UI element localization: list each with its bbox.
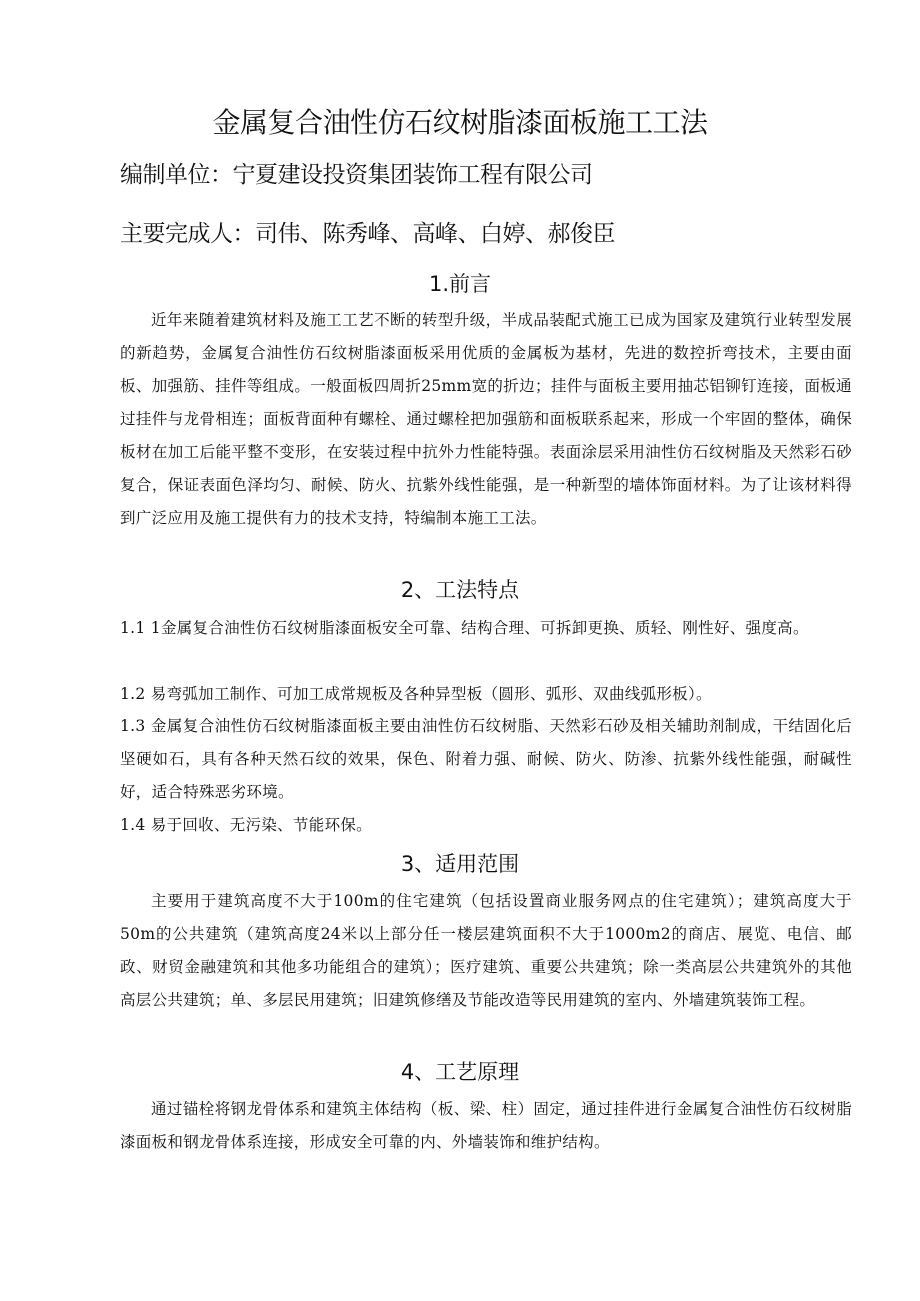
compiling-unit: 编制单位：宁夏建设投资集团装饰工程有限公司 xyxy=(120,162,593,188)
section-heading-features: 2、工法特点 xyxy=(400,578,520,602)
section-body-scope: 主要用于建筑高度不大于100m的住宅建筑（包括设置商业服务网点的住宅建筑）；建筑高度大于50m的公共建筑（建筑高度24米以上部分任一楼层建筑面积不大于1000m2的商店、展览、电信、邮政、财贸金融建筑和其他多功能组合的建筑）；医疗建筑、重要公共建筑；除一类高层公共建筑外的其他高层公共建筑；单、多层民用建筑；旧建筑修缮及节能改造等民用建筑的室内、外墙建筑装饰工程。 xyxy=(120,892,852,1009)
document-title: 金属复合油性仿石纹树脂漆面板施工工法 xyxy=(212,106,708,139)
feature-item-1: 1.1 1金属复合油性仿石纹树脂漆面板安全可靠、结构合理、可拆卸更换、质轻、刚性好、强度高。 xyxy=(120,619,809,637)
section-body-preface: 近年来随着建筑材料及施工工艺不断的转型升级，半成品装配式施工已成为国家及建筑行业转型发展的新趋势，金属复合油性仿石纹树脂漆面板采用优质的金属板为基材，先进的数控折弯技术，主要由面板、加强筋、挂件等组成。一般面板四周折25mm宽的折边；挂件与面板主要用抽芯铝铆钉连接，面板通过挂件与龙骨相连；面板背面种有螺栓、通过螺栓把加强筋和面板联系起来，形成一个牢固的整体，确保板材在加工后能平整不变形，在安装过程中抗外力性能特强。表面涂层采用油性仿石纹树脂及天然彩石砂复合，保证表面色泽均匀、耐候、防火、抗紫外线性能强，是一种新型的墙体饰面材料。为了让该材料得到广泛应用及施工提供有力的技术支持，特编制本施工工法。 xyxy=(120,311,852,527)
feature-item-4: 1.4 易于回收、无污染、节能环保。 xyxy=(120,816,372,834)
main-authors: 主要完成人：司伟、陈秀峰、高峰、白婷、郝俊臣 xyxy=(120,221,615,247)
section-body-principle: 通过锚栓将钢龙骨体系和建筑主体结构（板、梁、柱）固定，通过挂件进行金属复合油性仿石纹树脂漆面板和钢龙骨体系连接，形成安全可靠的内、外墙装饰和维护结构。 xyxy=(120,1100,852,1151)
section-heading-scope: 3、适用范围 xyxy=(400,852,520,876)
feature-item-2: 1.2 易弯弧加工制作、可加工成常规板及各种异型板（圆形、弧形、双曲线弧形板）。 xyxy=(120,685,712,703)
feature-item-3: 1.3 金属复合油性仿石纹树脂漆面板主要由油性仿石纹树脂、天然彩石砂及相关辅助剂制成，干结固化后坚硬如石，具有各种天然石纹的效果，保色、附着力强、耐候、防火、防渗、抗紫外线性能强，耐碱性好，适合特殊恶劣环境。 xyxy=(120,717,852,801)
section-heading-preface: 1.前言 xyxy=(428,272,492,296)
section-heading-principle: 4、工艺原理 xyxy=(400,1060,520,1084)
